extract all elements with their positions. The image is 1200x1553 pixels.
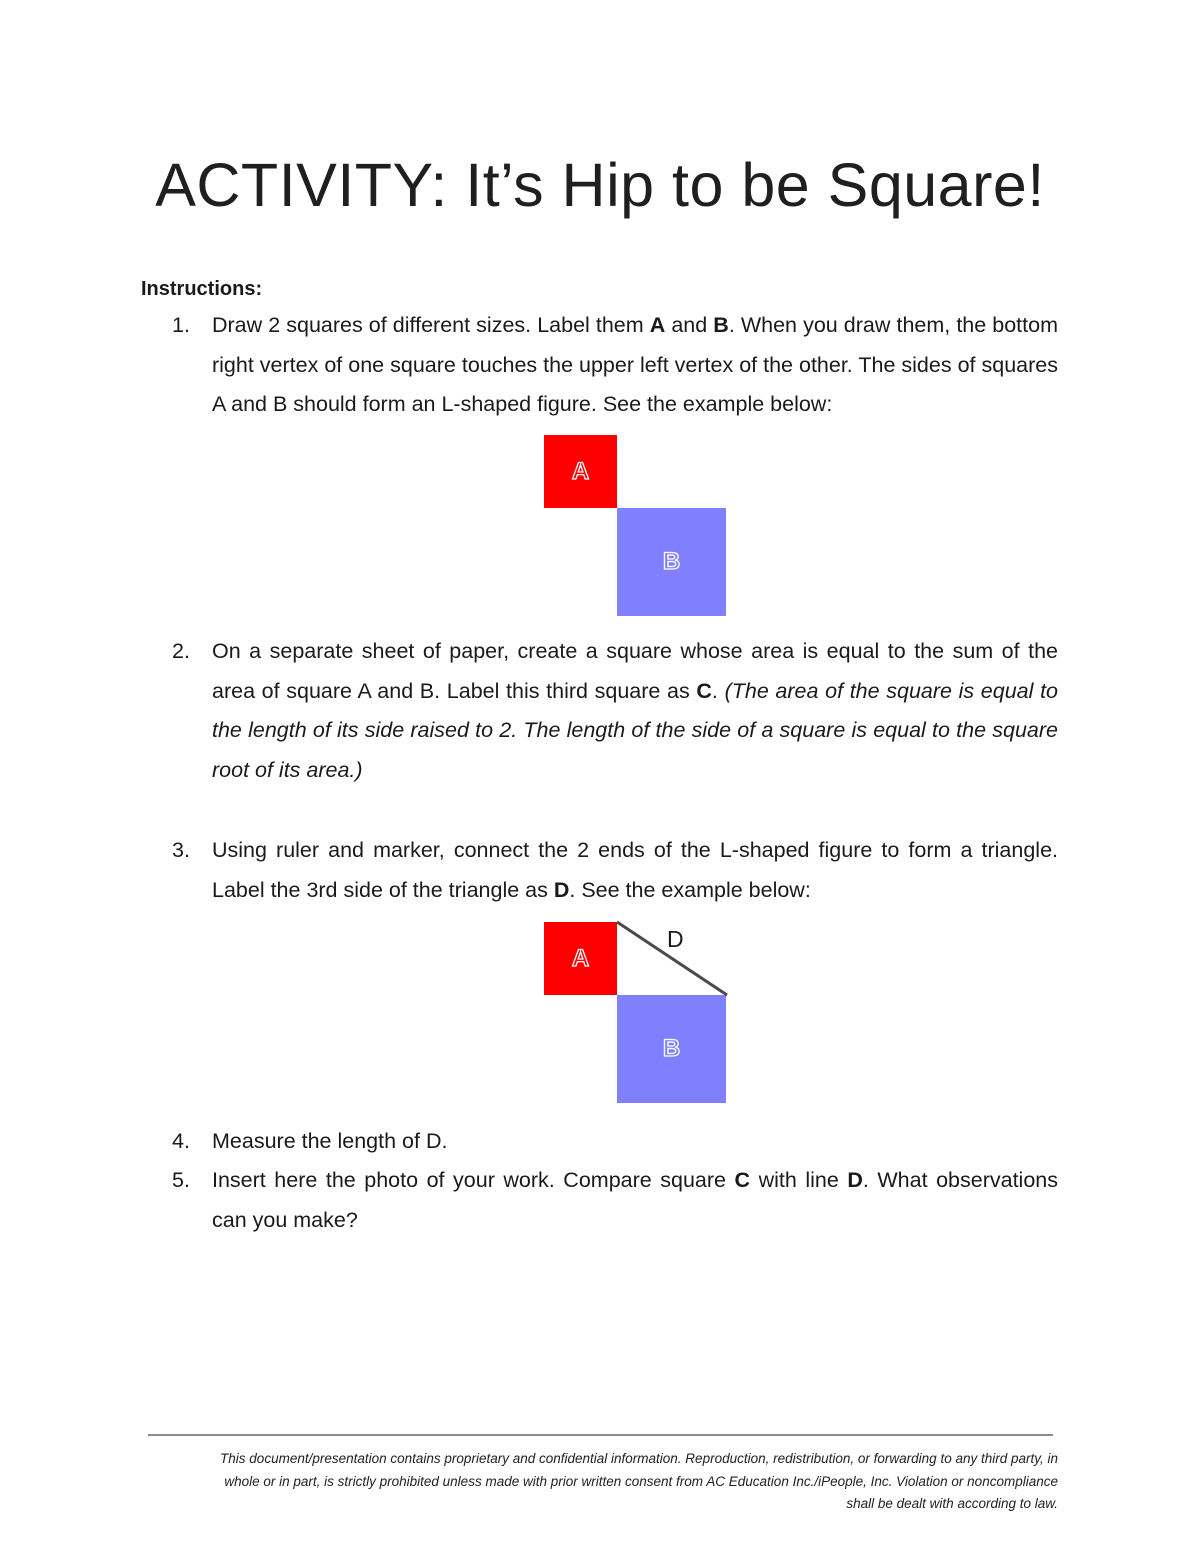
item-number: 4. [172, 1129, 190, 1153]
text-run: . What observations can you make? [212, 1168, 1059, 1232]
square-a-label: A [571, 457, 590, 485]
italic-note: (The area of the square is equal to the length of its side raised to 2. The length of the side of a square is equal to the square root of its area.) [212, 678, 1058, 782]
hypotenuse-line-d [600, 910, 740, 1010]
bold-label: C [734, 1168, 751, 1192]
footer-divider [148, 1434, 1053, 1436]
footer-line-2: whole or in part, is strictly prohibited unless made with prior written consent from AC Education Inc./iPeople, Inc. Violation or noncompliance [224, 1473, 1058, 1489]
item-text [212, 639, 1058, 782]
item-number: 5. [172, 1168, 190, 1192]
page-title: ACTIVITY: It’s Hip to be Square! [155, 151, 1045, 219]
square-b [617, 995, 726, 1103]
item-text [212, 1129, 447, 1153]
confidentiality-footer [148, 1448, 1058, 1516]
text-run: Insert here the photo of your work. Compare square [212, 1168, 735, 1192]
bold-label: C [696, 678, 712, 703]
item-number: 1. [172, 313, 190, 337]
text-run: and [665, 313, 714, 337]
square-b-label: B [662, 1035, 681, 1062]
item-number: 2. [172, 639, 190, 663]
instruction-item-4 [172, 1122, 1058, 1162]
item-text [212, 313, 1058, 416]
text-run: with line [750, 1168, 848, 1192]
bold-label: A [649, 313, 666, 337]
text-run: . When you draw them, the bottom right vertex of one square touches the upper left vertex of the other. The sides of squares A and B should form an L-shaped figure. See the example below: [212, 313, 1058, 416]
item-number: 3. [172, 838, 190, 862]
bold-label: D [847, 1168, 863, 1192]
text-run: . [711, 678, 725, 703]
text-run: Measure the length of D. [212, 1129, 448, 1153]
instruction-item-3 [172, 831, 1058, 910]
text-run: Draw 2 squares of different sizes. Label them [212, 313, 650, 337]
instructions-heading: Instructions: [141, 278, 263, 300]
instruction-item-5 [172, 1161, 1059, 1240]
bold-label: B [713, 313, 729, 337]
square-a [544, 435, 617, 508]
square-a-label: A [571, 944, 590, 972]
square-b [617, 508, 726, 616]
instruction-item-2 [172, 632, 1058, 790]
text-run: On a separate sheet of paper, create a square whose area is equal to the sum of the area of square A and B. Label this third square as [212, 639, 1058, 703]
bold-label: D [553, 877, 570, 902]
footer-line-1: This document/presentation contains proprietary and confidential information. Reproduction, redistribution, or forwarding to any third party, in [220, 1451, 1058, 1466]
text-run: . See the example below: [569, 877, 811, 902]
item-text [212, 838, 1058, 902]
instruction-item-1 [172, 306, 1058, 425]
footer-line-3: shall be dealt with according to law. [846, 1496, 1058, 1511]
item-text [212, 1168, 1058, 1232]
square-b-label: B [662, 548, 681, 575]
line-d-label: D [667, 926, 684, 952]
text-run: Using ruler and marker, connect the 2 ends of the L-shaped figure to form a triangle. Label the 3rd side of the triangle as [212, 838, 1058, 902]
